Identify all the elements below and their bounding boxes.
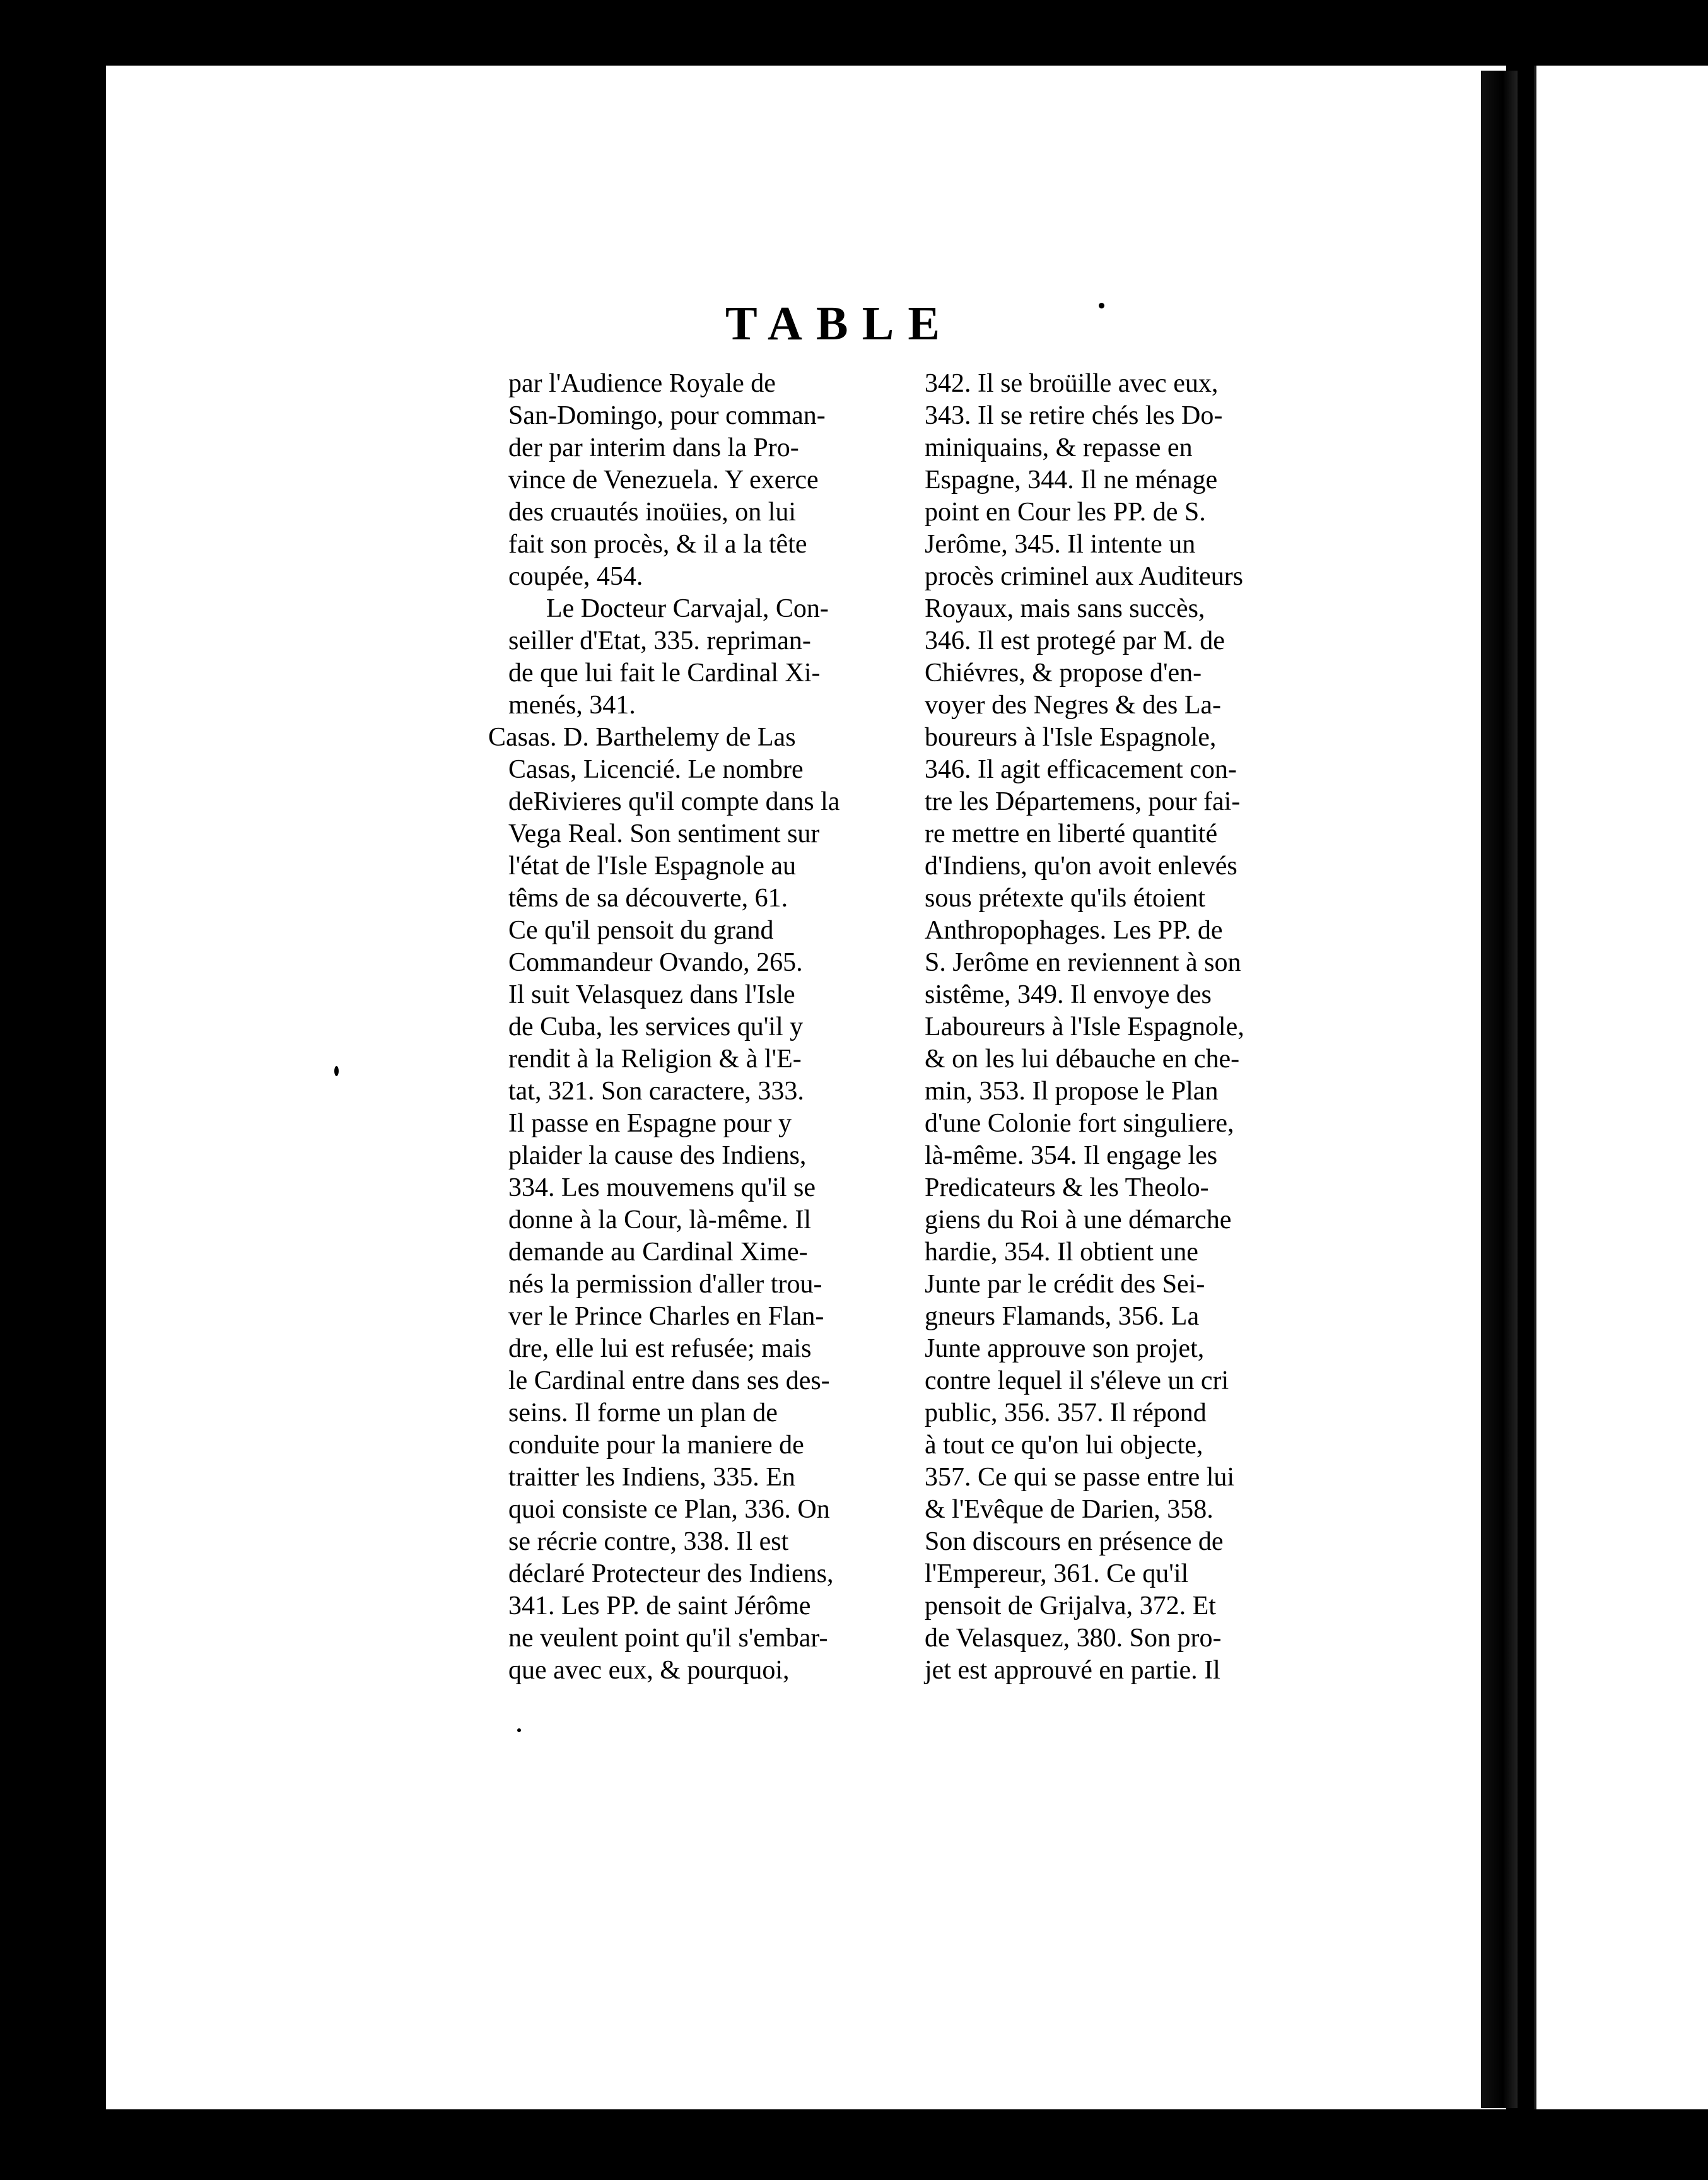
index-entry-line: sistême, 349. Il envoye des	[925, 980, 1212, 1009]
index-entry-line: d'une Colonie fort singuliere,	[925, 1109, 1234, 1138]
index-column-left	[488, 368, 906, 1687]
index-entry-line: hardie, 354. Il obtient une	[925, 1238, 1198, 1267]
index-column-right	[925, 368, 1284, 1687]
index-entry-line: seiller d'Etat, 335. repriman-	[508, 626, 811, 655]
index-entry-line: déclaré Protecteur des Indiens,	[508, 1559, 834, 1588]
book-binding	[1481, 71, 1518, 2108]
index-entry-line: Vega Real. Son sentiment sur	[508, 819, 820, 848]
index-entry-line: dre, elle lui est refusée; mais	[508, 1334, 812, 1363]
index-entry-line: public, 356. 357. Il répond	[925, 1398, 1207, 1427]
index-entry-line: Casas, Licencié. Le nombre	[508, 755, 804, 784]
index-entry-line: re mettre en liberté quantité	[925, 819, 1218, 848]
index-entry-line: pensoit de Grijalva, 372. Et	[925, 1591, 1216, 1620]
index-entry-line: fait son procès, & il a la tête	[508, 530, 807, 559]
index-entry-line: Predicateurs & les Theolo-	[925, 1173, 1209, 1202]
index-entry-line: 342. Il se broüille avec eux,	[925, 369, 1219, 398]
index-entry-line: Casas. D. Barthelemy de Las	[488, 723, 796, 752]
index-entry-line: là-même. 354. Il engage les	[925, 1141, 1218, 1170]
index-entry-line: point en Cour les PP. de S.	[925, 498, 1206, 527]
index-entry-line: sous prétexte qu'ils étoient	[925, 884, 1205, 913]
index-entry-line: Laboureurs à l'Isle Espagnole,	[925, 1012, 1244, 1041]
index-entry-line: miniquains, & repasse en	[925, 433, 1193, 462]
index-entry-line: vince de Venezuela. Y exerce	[508, 466, 819, 495]
index-entry-line: Royaux, mais sans succès,	[925, 594, 1205, 623]
index-entry-line: donne à la Cour, là-même. Il	[508, 1205, 811, 1234]
index-entry-line: San-Domingo, pour comman-	[508, 401, 826, 430]
index-entry-line: 346. Il est protegé par M. de	[925, 626, 1225, 655]
index-entry-line: de Cuba, les services qu'il y	[508, 1012, 804, 1041]
index-entry-line: 334. Les mouvemens qu'il se	[508, 1173, 816, 1202]
index-entry-line: & l'Evêque de Darien, 358.	[925, 1495, 1214, 1524]
index-entry-line: Il passe en Espagne pour y	[508, 1109, 792, 1138]
index-entry-line: Le Docteur Carvajal, Con-	[546, 594, 829, 623]
index-entry-line: Ce qu'il pensoit du grand	[508, 916, 774, 945]
index-entry-line: des cruautés inoüies, on lui	[508, 498, 797, 527]
index-entry-line: & on les lui débauche en che-	[925, 1045, 1240, 1074]
index-entry-line: Son discours en présence de	[925, 1527, 1224, 1556]
index-entry-line: quoi consiste ce Plan, 336. On	[508, 1495, 830, 1524]
index-entry-line: Junte par le crédit des Sei-	[925, 1270, 1205, 1299]
index-entry-line: Junte approuve son projet,	[925, 1334, 1205, 1363]
index-entry-line: demande au Cardinal Xime-	[508, 1238, 808, 1267]
index-entry-line: coupée, 454.	[508, 562, 643, 591]
index-entry-line: à tout ce qu'on lui objecte,	[925, 1431, 1203, 1460]
index-entry-line: deRivieres qu'il compte dans la	[508, 787, 840, 816]
index-entry-line: tre les Départemens, pour fai-	[925, 787, 1241, 816]
index-entry-line: de Velasquez, 380. Son pro-	[925, 1624, 1222, 1653]
index-entry-line: 343. Il se retire chés les Do-	[925, 401, 1223, 430]
index-entry-line: giens du Roi à une démarche	[925, 1205, 1232, 1234]
index-entry-line: que avec eux, & pourquoi,	[508, 1656, 790, 1685]
index-entry-line: de que lui fait le Cardinal Xi-	[508, 659, 821, 688]
index-entry-line: rendit à la Religion & à l'E-	[508, 1045, 802, 1074]
index-entry-line: se récrie contre, 338. Il est	[508, 1527, 789, 1556]
ink-speck	[334, 1066, 339, 1076]
index-entry-line: le Cardinal entre dans ses des-	[508, 1366, 830, 1395]
index-entry-line: nés la permission d'aller trou-	[508, 1270, 822, 1299]
index-entry-line: 346. Il agit efficacement con-	[925, 755, 1237, 784]
index-entry-line: 341. Les PP. de saint Jérôme	[508, 1591, 811, 1620]
index-entry-line: d'Indiens, qu'on avoit enlevés	[925, 852, 1237, 881]
index-entry-line: seins. Il forme un plan de	[508, 1398, 778, 1427]
index-entry-line: min, 353. Il propose le Plan	[925, 1077, 1219, 1106]
index-entry-line: gneurs Flamands, 356. La	[925, 1302, 1200, 1331]
index-entry-line: jet est approuvé en partie. Il	[925, 1656, 1220, 1685]
index-entry-line: Jerôme, 345. Il intente un	[925, 530, 1196, 559]
ink-speck	[517, 1728, 521, 1732]
index-entry-line: ver le Prince Charles en Flan-	[508, 1302, 824, 1331]
index-entry-line: l'Empereur, 361. Ce qu'il	[925, 1559, 1189, 1588]
facing-page-edge	[1534, 66, 1708, 2109]
index-entry-line: boureurs à l'Isle Espagnole,	[925, 723, 1217, 752]
index-entry-line: voyer des Negres & des La-	[925, 691, 1221, 720]
index-entry-line: menés, 341.	[508, 691, 636, 720]
index-entry-line: 357. Ce qui se passe entre lui	[925, 1463, 1235, 1492]
index-entry-line: tat, 321. Son caractere, 333.	[508, 1077, 804, 1106]
index-entry-line: der par interim dans la Pro-	[508, 433, 799, 462]
index-entry-line: contre lequel il s'éleve un cri	[925, 1366, 1229, 1395]
index-entry-line: l'état de l'Isle Espagnole au	[508, 852, 796, 881]
index-entry-line: têms de sa découverte, 61.	[508, 884, 788, 913]
index-entry-line: Chiévres, & propose d'en-	[925, 659, 1202, 688]
index-entry-line: Espagne, 344. Il ne ménage	[925, 466, 1218, 495]
index-entry-line: Commandeur Ovando, 265.	[508, 948, 803, 977]
index-entry-line: Il suit Velasquez dans l'Isle	[508, 980, 795, 1009]
page-heading: TABLE	[725, 297, 954, 350]
index-entry-line: conduite pour la maniere de	[508, 1431, 804, 1460]
ink-speck	[1099, 303, 1104, 308]
index-entry-line: S. Jerôme en reviennent à son	[925, 948, 1241, 977]
index-entry-line: Anthropophages. Les PP. de	[925, 916, 1223, 945]
index-entry-line: procès criminel aux Auditeurs	[925, 562, 1244, 591]
index-entry-line: traitter les Indiens, 335. En	[508, 1463, 795, 1492]
index-entry-line: par l'Audience Royale de	[508, 369, 776, 398]
index-entry-line: ne veulent point qu'il s'embar-	[508, 1624, 828, 1653]
index-entry-line: plaider la cause des Indiens,	[508, 1141, 807, 1170]
